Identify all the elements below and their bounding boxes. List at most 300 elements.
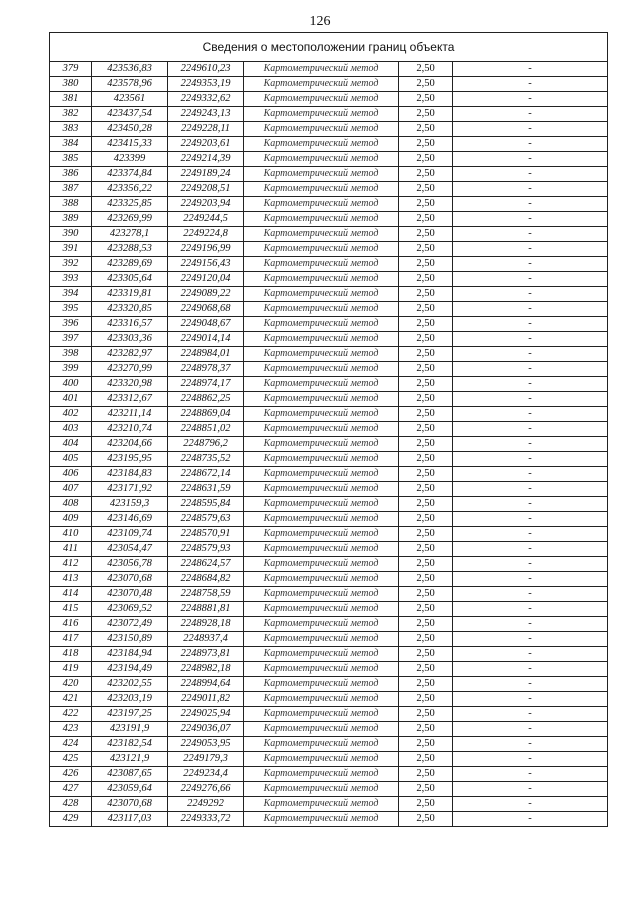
table-row xyxy=(50,242,608,257)
determination-method: Картометрический метод xyxy=(244,632,399,647)
point-description: - xyxy=(453,437,608,452)
determination-method: Картометрический метод xyxy=(244,707,399,722)
determination-method: Картометрический метод xyxy=(244,92,399,107)
point-description: - xyxy=(453,632,608,647)
coordinate-x: 423191,9 xyxy=(92,722,168,737)
accuracy-value: 2,50 xyxy=(399,77,453,92)
point-number: 414 xyxy=(50,587,92,602)
determination-method: Картометрический метод xyxy=(244,812,399,827)
table-row xyxy=(50,647,608,662)
point-description: - xyxy=(453,302,608,317)
accuracy-value: 2,50 xyxy=(399,767,453,782)
coordinate-y: 2249333,72 xyxy=(168,812,244,827)
point-description: - xyxy=(453,407,608,422)
coordinate-x: 423270,99 xyxy=(92,362,168,377)
accuracy-value: 2,50 xyxy=(399,512,453,527)
determination-method: Картометрический метод xyxy=(244,302,399,317)
coordinate-y: 2249244,5 xyxy=(168,212,244,227)
coordinate-x: 423450,28 xyxy=(92,122,168,137)
accuracy-value: 2,50 xyxy=(399,557,453,572)
determination-method: Картометрический метод xyxy=(244,62,399,77)
point-description: - xyxy=(453,242,608,257)
determination-method: Картометрический метод xyxy=(244,677,399,692)
determination-method: Картометрический метод xyxy=(244,617,399,632)
determination-method: Картометрический метод xyxy=(244,107,399,122)
determination-method: Картометрический метод xyxy=(244,212,399,227)
coordinate-y: 2248973,81 xyxy=(168,647,244,662)
determination-method: Картометрический метод xyxy=(244,272,399,287)
coordinate-x: 423278,1 xyxy=(92,227,168,242)
table-row xyxy=(50,572,608,587)
accuracy-value: 2,50 xyxy=(399,722,453,737)
table-row xyxy=(50,677,608,692)
point-description: - xyxy=(453,257,608,272)
accuracy-value: 2,50 xyxy=(399,377,453,392)
determination-method: Картометрический метод xyxy=(244,167,399,182)
accuracy-value: 2,50 xyxy=(399,617,453,632)
table-row xyxy=(50,782,608,797)
coordinate-x: 423194,49 xyxy=(92,662,168,677)
coordinate-x: 423195,95 xyxy=(92,452,168,467)
coordinate-y: 2248978,37 xyxy=(168,362,244,377)
coordinate-y: 2249196,99 xyxy=(168,242,244,257)
point-description: - xyxy=(453,152,608,167)
determination-method: Картометрический метод xyxy=(244,722,399,737)
coordinate-x: 423184,83 xyxy=(92,467,168,482)
coordinate-y: 2249203,61 xyxy=(168,137,244,152)
table-row xyxy=(50,632,608,647)
coordinate-x: 423320,85 xyxy=(92,302,168,317)
point-number: 409 xyxy=(50,512,92,527)
coordinate-y: 2249189,24 xyxy=(168,167,244,182)
coordinate-y: 2249243,13 xyxy=(168,107,244,122)
point-number: 426 xyxy=(50,767,92,782)
coordinate-y: 2249292 xyxy=(168,797,244,812)
table-row xyxy=(50,662,608,677)
coordinate-x: 423437,54 xyxy=(92,107,168,122)
point-number: 382 xyxy=(50,107,92,122)
coordinate-x: 423159,3 xyxy=(92,497,168,512)
determination-method: Картометрический метод xyxy=(244,287,399,302)
table-row xyxy=(50,602,608,617)
coordinate-y: 2248994,64 xyxy=(168,677,244,692)
point-description: - xyxy=(453,287,608,302)
table-row xyxy=(50,542,608,557)
determination-method: Картометрический метод xyxy=(244,182,399,197)
point-description: - xyxy=(453,122,608,137)
coordinate-y: 2249089,22 xyxy=(168,287,244,302)
point-description: - xyxy=(453,692,608,707)
table-row xyxy=(50,722,608,737)
coordinate-x: 423312,67 xyxy=(92,392,168,407)
point-description: - xyxy=(453,617,608,632)
coordinate-x: 423316,57 xyxy=(92,317,168,332)
accuracy-value: 2,50 xyxy=(399,347,453,362)
coordinate-y: 2249353,19 xyxy=(168,77,244,92)
point-number: 380 xyxy=(50,77,92,92)
accuracy-value: 2,50 xyxy=(399,812,453,827)
point-number: 422 xyxy=(50,707,92,722)
point-description: - xyxy=(453,527,608,542)
point-number: 405 xyxy=(50,452,92,467)
point-description: - xyxy=(453,587,608,602)
table-row xyxy=(50,452,608,467)
point-description: - xyxy=(453,782,608,797)
determination-method: Картометрический метод xyxy=(244,362,399,377)
coordinate-y: 2248937,4 xyxy=(168,632,244,647)
coordinate-x: 423203,19 xyxy=(92,692,168,707)
coordinate-x: 423374,84 xyxy=(92,167,168,182)
coordinate-y: 2248735,52 xyxy=(168,452,244,467)
coordinate-x: 423109,74 xyxy=(92,527,168,542)
coordinate-x: 423536,83 xyxy=(92,62,168,77)
coordinate-y: 2249048,67 xyxy=(168,317,244,332)
point-number: 423 xyxy=(50,722,92,737)
coordinate-y: 2249025,94 xyxy=(168,707,244,722)
determination-method: Картометрический метод xyxy=(244,347,399,362)
accuracy-value: 2,50 xyxy=(399,197,453,212)
point-number: 387 xyxy=(50,182,92,197)
coordinate-x: 423356,22 xyxy=(92,182,168,197)
point-description: - xyxy=(453,707,608,722)
point-description: - xyxy=(453,227,608,242)
accuracy-value: 2,50 xyxy=(399,677,453,692)
table-row xyxy=(50,497,608,512)
determination-method: Картометрический метод xyxy=(244,572,399,587)
table-row xyxy=(50,122,608,137)
table-title: Сведения о местоположении границ объекта xyxy=(50,33,608,62)
determination-method: Картометрический метод xyxy=(244,557,399,572)
coordinate-x: 423578,96 xyxy=(92,77,168,92)
accuracy-value: 2,50 xyxy=(399,167,453,182)
accuracy-value: 2,50 xyxy=(399,467,453,482)
coordinate-y: 2248851,02 xyxy=(168,422,244,437)
point-description: - xyxy=(453,392,608,407)
point-number: 419 xyxy=(50,662,92,677)
determination-method: Картометрический метод xyxy=(244,542,399,557)
determination-method: Картометрический метод xyxy=(244,152,399,167)
determination-method: Картометрический метод xyxy=(244,332,399,347)
accuracy-value: 2,50 xyxy=(399,752,453,767)
accuracy-value: 2,50 xyxy=(399,542,453,557)
coordinate-y: 2249053,95 xyxy=(168,737,244,752)
determination-method: Картометрический метод xyxy=(244,497,399,512)
table-row xyxy=(50,392,608,407)
accuracy-value: 2,50 xyxy=(399,257,453,272)
point-number: 381 xyxy=(50,92,92,107)
determination-method: Картометрический метод xyxy=(244,767,399,782)
coordinate-y: 2248984,01 xyxy=(168,347,244,362)
table-row xyxy=(50,362,608,377)
accuracy-value: 2,50 xyxy=(399,362,453,377)
coordinate-y: 2248974,17 xyxy=(168,377,244,392)
table-row xyxy=(50,767,608,782)
coordinate-y: 2248624,57 xyxy=(168,557,244,572)
point-description: - xyxy=(453,422,608,437)
point-number: 417 xyxy=(50,632,92,647)
page-number: 126 xyxy=(309,14,331,29)
coordinate-y: 2248579,63 xyxy=(168,512,244,527)
point-description: - xyxy=(453,182,608,197)
coordinate-y: 2249332,62 xyxy=(168,92,244,107)
table-row xyxy=(50,437,608,452)
accuracy-value: 2,50 xyxy=(399,707,453,722)
point-number: 393 xyxy=(50,272,92,287)
coordinate-x: 423319,81 xyxy=(92,287,168,302)
coordinate-x: 423320,98 xyxy=(92,377,168,392)
accuracy-value: 2,50 xyxy=(399,302,453,317)
coordinate-x: 423305,64 xyxy=(92,272,168,287)
table-row xyxy=(50,197,608,212)
accuracy-value: 2,50 xyxy=(399,287,453,302)
coordinate-x: 423211,14 xyxy=(92,407,168,422)
coordinate-y: 2249228,11 xyxy=(168,122,244,137)
point-number: 391 xyxy=(50,242,92,257)
table-row xyxy=(50,302,608,317)
point-description: - xyxy=(453,797,608,812)
determination-method: Картометрический метод xyxy=(244,512,399,527)
point-number: 425 xyxy=(50,752,92,767)
accuracy-value: 2,50 xyxy=(399,782,453,797)
table-row xyxy=(50,512,608,527)
coordinate-x: 423415,33 xyxy=(92,137,168,152)
table-row xyxy=(50,527,608,542)
coordinate-x: 423269,99 xyxy=(92,212,168,227)
coordinate-x: 423070,68 xyxy=(92,797,168,812)
point-number: 421 xyxy=(50,692,92,707)
point-description: - xyxy=(453,647,608,662)
point-number: 412 xyxy=(50,557,92,572)
coordinate-x: 423289,69 xyxy=(92,257,168,272)
coordinate-x: 423303,36 xyxy=(92,332,168,347)
accuracy-value: 2,50 xyxy=(399,107,453,122)
coordinate-x: 423204,66 xyxy=(92,437,168,452)
coordinate-x: 423070,68 xyxy=(92,572,168,587)
point-number: 410 xyxy=(50,527,92,542)
table-row xyxy=(50,377,608,392)
point-number: 415 xyxy=(50,602,92,617)
table-row xyxy=(50,77,608,92)
coordinate-y: 2249203,94 xyxy=(168,197,244,212)
coordinate-x: 423070,48 xyxy=(92,587,168,602)
point-number: 400 xyxy=(50,377,92,392)
table-row xyxy=(50,167,608,182)
accuracy-value: 2,50 xyxy=(399,647,453,662)
point-number: 403 xyxy=(50,422,92,437)
point-number: 388 xyxy=(50,197,92,212)
point-number: 406 xyxy=(50,467,92,482)
point-description: - xyxy=(453,332,608,347)
table-row xyxy=(50,212,608,227)
accuracy-value: 2,50 xyxy=(399,212,453,227)
table-row xyxy=(50,707,608,722)
accuracy-value: 2,50 xyxy=(399,602,453,617)
accuracy-value: 2,50 xyxy=(399,62,453,77)
coordinate-y: 2249068,68 xyxy=(168,302,244,317)
coordinate-x: 423150,89 xyxy=(92,632,168,647)
determination-method: Картометрический метод xyxy=(244,467,399,482)
accuracy-value: 2,50 xyxy=(399,692,453,707)
determination-method: Картометрический метод xyxy=(244,122,399,137)
determination-method: Картометрический метод xyxy=(244,377,399,392)
determination-method: Картометрический метод xyxy=(244,77,399,92)
table-row xyxy=(50,152,608,167)
accuracy-value: 2,50 xyxy=(399,632,453,647)
coordinate-y: 2249011,82 xyxy=(168,692,244,707)
coordinate-y: 2248881,81 xyxy=(168,602,244,617)
determination-method: Картометрический метод xyxy=(244,797,399,812)
accuracy-value: 2,50 xyxy=(399,482,453,497)
table-row xyxy=(50,692,608,707)
coordinate-y: 2249014,14 xyxy=(168,332,244,347)
point-number: 411 xyxy=(50,542,92,557)
table-body xyxy=(50,62,608,827)
determination-method: Картометрический метод xyxy=(244,737,399,752)
point-number: 396 xyxy=(50,317,92,332)
point-number: 420 xyxy=(50,677,92,692)
coordinate-x: 423054,47 xyxy=(92,542,168,557)
coordinate-y: 2249234,4 xyxy=(168,767,244,782)
table-row xyxy=(50,272,608,287)
point-description: - xyxy=(453,557,608,572)
accuracy-value: 2,50 xyxy=(399,92,453,107)
coordinate-x: 423197,25 xyxy=(92,707,168,722)
coordinate-x: 423072,49 xyxy=(92,617,168,632)
point-number: 402 xyxy=(50,407,92,422)
determination-method: Картометрический метод xyxy=(244,227,399,242)
coordinate-x: 423146,69 xyxy=(92,512,168,527)
coordinate-x: 423059,64 xyxy=(92,782,168,797)
point-description: - xyxy=(453,677,608,692)
point-number: 395 xyxy=(50,302,92,317)
point-description: - xyxy=(453,572,608,587)
point-description: - xyxy=(453,737,608,752)
determination-method: Картометрический метод xyxy=(244,422,399,437)
coordinate-y: 2248684,82 xyxy=(168,572,244,587)
point-description: - xyxy=(453,512,608,527)
coordinate-y: 2248869,04 xyxy=(168,407,244,422)
coordinate-y: 2248758,59 xyxy=(168,587,244,602)
determination-method: Картометрический метод xyxy=(244,482,399,497)
coordinate-y: 2249214,39 xyxy=(168,152,244,167)
accuracy-value: 2,50 xyxy=(399,737,453,752)
point-number: 385 xyxy=(50,152,92,167)
determination-method: Картометрический метод xyxy=(244,527,399,542)
table-row xyxy=(50,407,608,422)
coordinate-y: 2249276,66 xyxy=(168,782,244,797)
point-description: - xyxy=(453,317,608,332)
accuracy-value: 2,50 xyxy=(399,422,453,437)
coordinate-y: 2249179,3 xyxy=(168,752,244,767)
table-row xyxy=(50,467,608,482)
point-description: - xyxy=(453,767,608,782)
coordinate-y: 2248862,25 xyxy=(168,392,244,407)
point-description: - xyxy=(453,77,608,92)
determination-method: Картометрический метод xyxy=(244,257,399,272)
point-number: 386 xyxy=(50,167,92,182)
coordinate-y: 2249156,43 xyxy=(168,257,244,272)
point-number: 427 xyxy=(50,782,92,797)
table-row xyxy=(50,317,608,332)
accuracy-value: 2,50 xyxy=(399,137,453,152)
accuracy-value: 2,50 xyxy=(399,152,453,167)
accuracy-value: 2,50 xyxy=(399,242,453,257)
coordinate-y: 2249120,04 xyxy=(168,272,244,287)
coordinate-y: 2248570,91 xyxy=(168,527,244,542)
coordinate-y: 2248595,84 xyxy=(168,497,244,512)
accuracy-value: 2,50 xyxy=(399,407,453,422)
boundary-coordinates-table xyxy=(49,32,608,827)
point-description: - xyxy=(453,197,608,212)
point-description: - xyxy=(453,482,608,497)
coordinate-y: 2249208,51 xyxy=(168,182,244,197)
point-number: 390 xyxy=(50,227,92,242)
point-description: - xyxy=(453,497,608,512)
point-description: - xyxy=(453,662,608,677)
point-number: 407 xyxy=(50,482,92,497)
determination-method: Картометрический метод xyxy=(244,587,399,602)
coordinate-y: 2249610,23 xyxy=(168,62,244,77)
coordinate-y: 2249224,8 xyxy=(168,227,244,242)
coordinate-x: 423117,03 xyxy=(92,812,168,827)
accuracy-value: 2,50 xyxy=(399,122,453,137)
coordinate-x: 423282,97 xyxy=(92,347,168,362)
point-description: - xyxy=(453,542,608,557)
table-row xyxy=(50,797,608,812)
point-number: 383 xyxy=(50,122,92,137)
point-description: - xyxy=(453,722,608,737)
accuracy-value: 2,50 xyxy=(399,437,453,452)
table-row xyxy=(50,182,608,197)
coordinate-x: 423288,53 xyxy=(92,242,168,257)
table-row xyxy=(50,482,608,497)
table-row xyxy=(50,422,608,437)
accuracy-value: 2,50 xyxy=(399,662,453,677)
coordinate-y: 2248796,2 xyxy=(168,437,244,452)
table-row xyxy=(50,92,608,107)
table-row xyxy=(50,257,608,272)
coordinate-y: 2248579,93 xyxy=(168,542,244,557)
point-description: - xyxy=(453,212,608,227)
point-description: - xyxy=(453,452,608,467)
point-number: 397 xyxy=(50,332,92,347)
accuracy-value: 2,50 xyxy=(399,272,453,287)
accuracy-value: 2,50 xyxy=(399,527,453,542)
point-number: 389 xyxy=(50,212,92,227)
coordinate-x: 423121,9 xyxy=(92,752,168,767)
coordinate-x: 423325,85 xyxy=(92,197,168,212)
point-description: - xyxy=(453,107,608,122)
accuracy-value: 2,50 xyxy=(399,497,453,512)
determination-method: Картометрический метод xyxy=(244,317,399,332)
table-row xyxy=(50,557,608,572)
table-row xyxy=(50,752,608,767)
point-description: - xyxy=(453,92,608,107)
point-description: - xyxy=(453,272,608,287)
accuracy-value: 2,50 xyxy=(399,797,453,812)
point-description: - xyxy=(453,347,608,362)
accuracy-value: 2,50 xyxy=(399,572,453,587)
coordinate-x: 423182,54 xyxy=(92,737,168,752)
coordinate-x: 423210,74 xyxy=(92,422,168,437)
table-row xyxy=(50,137,608,152)
table-row xyxy=(50,62,608,77)
point-number: 384 xyxy=(50,137,92,152)
coordinate-y: 2249036,07 xyxy=(168,722,244,737)
coordinate-y: 2248631,59 xyxy=(168,482,244,497)
point-description: - xyxy=(453,752,608,767)
point-number: 399 xyxy=(50,362,92,377)
